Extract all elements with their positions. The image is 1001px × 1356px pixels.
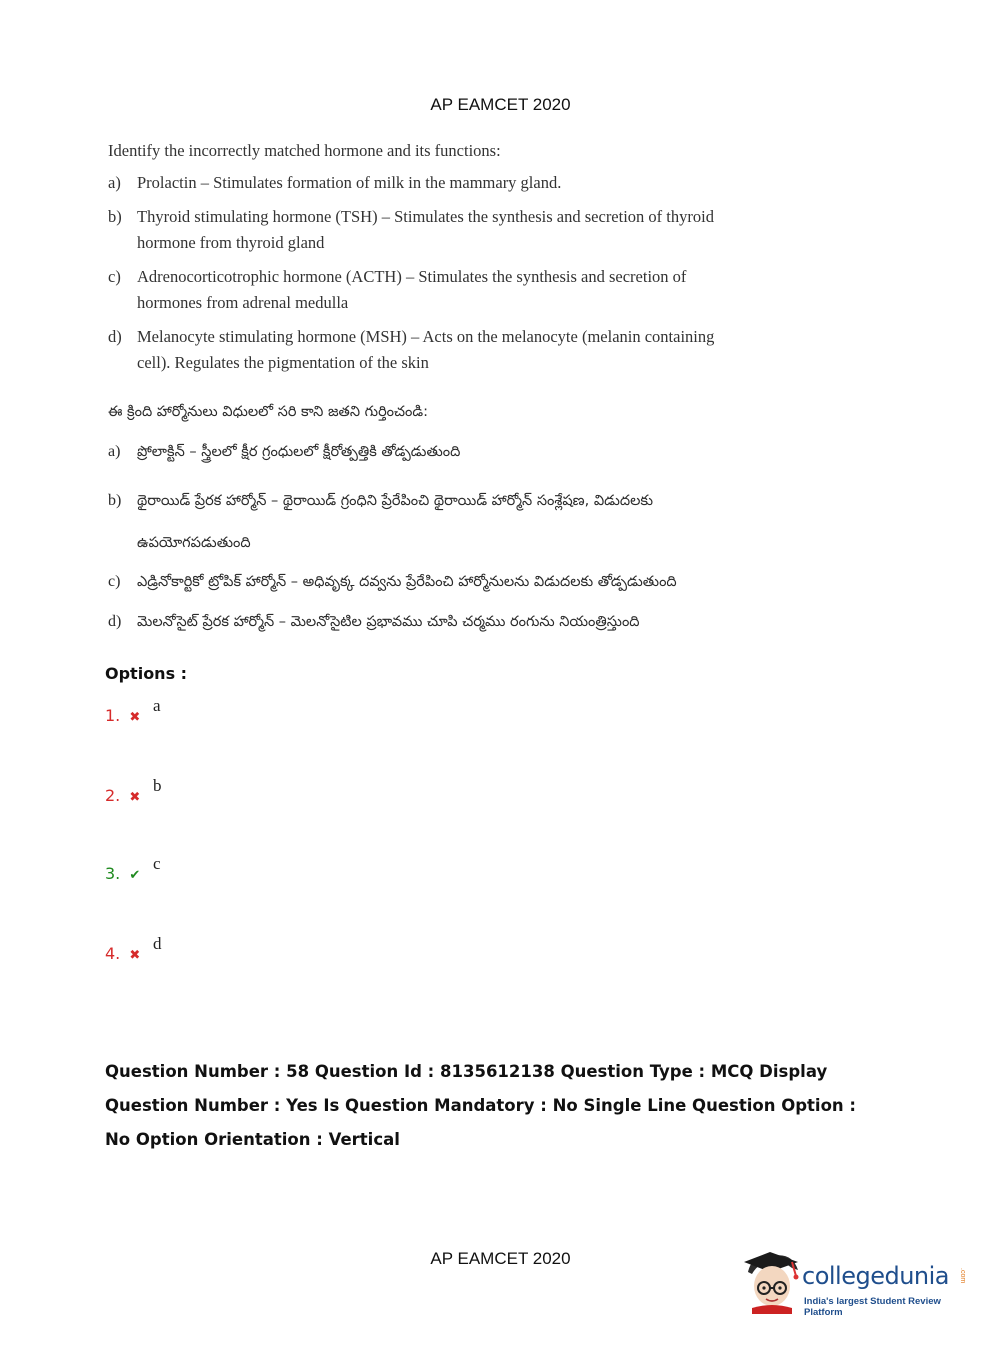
option-number: 1. — [105, 706, 121, 725]
option-2 — [105, 776, 162, 805]
option-number: 4. — [105, 944, 121, 963]
statement-d-te: d) మెలనోసైట్ ప్రేరక హార్మోన్ – మెలనోసైటిల ప్రభావము చూపి చర్మము రంగును నియంత్రిస్తుంది — [108, 613, 640, 630]
option-number: 2. — [105, 786, 121, 805]
page-header: AP EAMCET 2020 — [430, 95, 571, 114]
logo-dotcom: .com — [959, 1268, 966, 1284]
collegedunia-logo — [742, 1250, 972, 1320]
logo-tagline: India's largest Student Review Platform — [804, 1296, 941, 1318]
options-label: Options : — [105, 664, 188, 683]
statement-b-en: b) Thyroid stimulating hormone (TSH) – Stimulates the synthesis and secretion of thyroid hormone from thyroid gland — [108, 207, 714, 252]
option-value: a — [153, 696, 161, 715]
option-value: d — [153, 934, 162, 953]
statement-b-te: b) థైరాయిడ్ ప్రేరక హార్మోన్ – థైరాయిడ్ గ్రంధిని ప్రేరేపించి థైరాయిడ్ హార్మోన్ సంశ్లేషణ, విడుదలకు ఉపయోగపడుతుంది — [108, 492, 654, 551]
cross-icon: ✖ — [129, 790, 141, 805]
statement-c-en: c) Adrenocorticotrophic hormone (ACTH) – Stimulates the synthesis and secretion of hormones from adrenal medulla — [108, 267, 687, 312]
statement-a-en: a) Prolactin – Stimulates formation of milk in the mammary gland. — [108, 173, 562, 192]
option-3 — [105, 854, 161, 883]
check-icon: ✔ — [129, 868, 141, 883]
question-metadata: Question Number : 58 Question Id : 8135612138 Question Type : MCQ Display Question Number : Yes Is Question Mandatory : No Single Line Question Option : No Option Orientation : Vertical — [105, 1062, 857, 1149]
question-stem-en: Identify the incorrectly matched hormone and its functions: — [108, 141, 501, 160]
statement-a-te: a) ప్రోలాక్టిన్ – స్త్రీలలో క్షీర గ్రంధులలో క్షీరోత్పత్తికి తోడ్పడుతుంది — [108, 443, 461, 460]
option-value: c — [153, 854, 161, 873]
option-1 — [105, 696, 161, 725]
logo-wordmark: collegedunia — [802, 1262, 950, 1290]
question-stem-te: ఈ క్రింది హార్మోనులు విధులలో సరి కాని జతని గుర్తించండి: — [108, 404, 429, 420]
statement-c-te: c) ఎడ్రినోకార్టికో ట్రోపిక్ హార్మోన్ – అధివృక్క దవ్వను ప్రేరేపించి హార్మోనులను విడుదలకు తోడ్పడుతుంది — [108, 573, 677, 590]
question-english — [108, 138, 748, 384]
option-number: 3. — [105, 864, 121, 883]
cross-icon: ✖ — [129, 948, 141, 963]
statement-d-en: d) Melanocyte stimulating hormone (MSH) – Acts on the melanocyte (melanin containing cell). Regulates the pigmentation of the skin — [108, 327, 715, 372]
mascot-icon — [742, 1250, 804, 1314]
option-4 — [105, 934, 162, 963]
page-footer: AP EAMCET 2020 — [430, 1249, 571, 1268]
question-telugu — [108, 400, 748, 650]
cross-icon: ✖ — [129, 710, 141, 725]
option-value: b — [153, 776, 162, 795]
